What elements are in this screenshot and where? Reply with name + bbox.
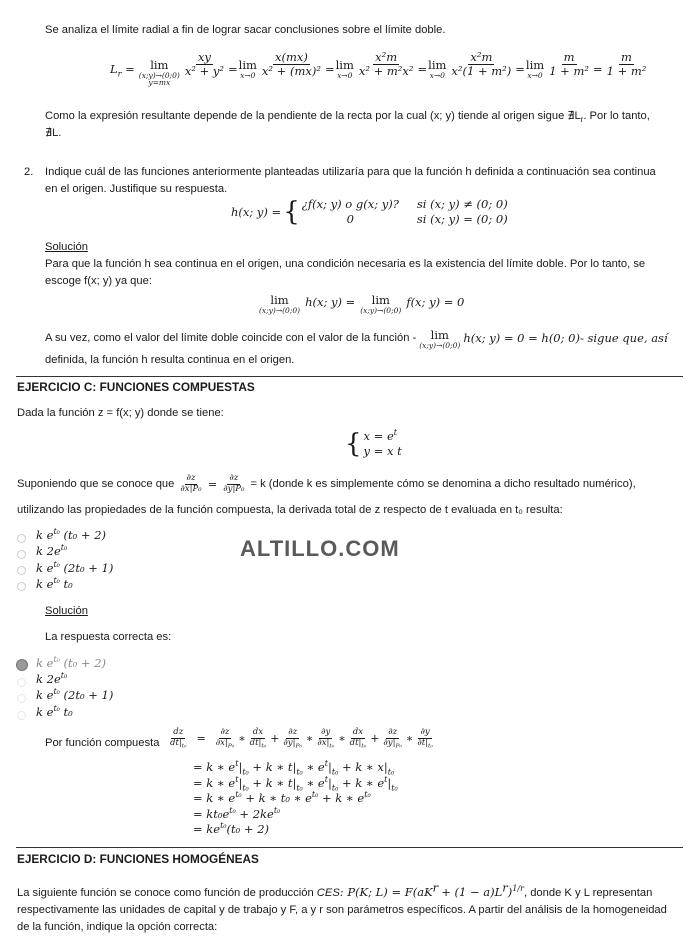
supposition-line: Suponiendo que se conoce que $\frac{\partial z}{\text{∂x|P₀}}$ = $\frac{\partial z}{\text{∂y|P₀}}$ = k (donde k es simplemente cómo se denomina a dicho resultado numérico), <box>17 473 636 494</box>
limit-operator: lim x→0 <box>335 58 354 80</box>
derivation-step-1: = k ∗ $e^t|_{t_0} + k$ ∗ $t|_{t_0}$ ∗ $e^t|_{t_0} + k$ ∗ $x|_{t_0}$ <box>193 759 395 777</box>
option-radio[interactable] <box>17 678 26 687</box>
composite-label: Por función compuesta <box>45 737 160 749</box>
limit-operator: lim x→0 <box>525 58 545 80</box>
answer-option-4[interactable]: k $e^{t_0}$ t₀ <box>36 704 73 719</box>
answer-option-1[interactable]: k $e^{t_0}$ (t₀ + 2) <box>36 655 107 670</box>
option-3[interactable]: k $e^{t_0}$ (2t₀ + 1) <box>36 560 114 575</box>
answer-option-3[interactable]: k $e^{t_0}$ (2t₀ + 1) <box>36 687 114 702</box>
option-radio[interactable] <box>17 582 26 591</box>
solution-paragraph: Para que la función h sea continua en el origen, una condición necesaria es la existencia del límite doble. Por lo tanto, se escoge f(x; y) ya que: <box>45 258 646 287</box>
derivation-step-2: = k ∗ $e^t|_{t_0} + k$ ∗ $t|_{t_0}$ ∗ $e^t|_{t_0} + k$ ∗ $e^t|_{t_0}$ <box>193 774 398 792</box>
radial-limit-equation: $L_r$ = lim (x;y)→(0;0) y=mx $\frac{xy}{\text{x² + y²}}$ = lim x→0 $\frac{x(mx)}{\text{x² + (mx)²}}$ = lim x→0 $\frac{\text{x²m}}{\text{x² + m²x²}}$ = lim x→0 $\frac{\text{x²m}}{\text{x²(1 + m²)}}$ = lim x→0 $\frac{m}{\text{1 + m²}}$ = $\frac{m}{\text{1 + m²}}$ <box>110 50 647 87</box>
fraction-3: $\frac{\text{x²m}}{\text{x² + m²x²}}$ <box>358 50 414 79</box>
parametric-system: { $x = e^t$ y = x t <box>345 428 402 459</box>
divider <box>16 847 683 848</box>
question-2-text: Indique cuál de las funciones anteriormente planteadas utilizaría para que la función h definida a continuación sea continua en el origen. Justifique su respuesta. <box>45 166 656 195</box>
intro-text: Se analiza el límite radial a fin de lograr sacar conclusiones sobre el límite doble. <box>45 24 446 36</box>
divider <box>16 376 683 377</box>
derivation-step-4: = $kt_0e^{t_0} + 2ke^{t_0}$ <box>193 805 281 821</box>
option-1[interactable]: k $e^{t_0}$ (t₀ + 2) <box>36 527 107 542</box>
composite-derivative-formula: $\frac{dz}{dt|_{t_0}}$ = $\frac{\partial z}{\partial x|_{P_0}}$ ∗ $\frac{dx}{dt|_{t_0}}$ + $\frac{\partial z}{\partial y|_{P_0}}$ ∗ $\frac{\partial y}{\partial x|_{t_0}}$ ∗ $\frac{dx}{dt|_{t_0}}$ + $\frac{\partial z}{\partial y|_{P_0}}$ ∗ $\frac{\partial y}{\partial t|_{t_0}}$ <box>170 727 433 750</box>
answer-intro: La respuesta correcta es: <box>45 631 172 643</box>
solution-label: Solución <box>45 605 88 617</box>
limit-operator: lim (x;y)→(0;0) y=mx <box>138 58 180 87</box>
derivation-step-5: = $ke^{t_0}(t_0 + 2)$ <box>193 821 270 836</box>
solution-final-line: definida, la función h resulta continua en el origen. <box>45 354 295 366</box>
limit-operator: lim x→0 <box>238 58 257 80</box>
option-4[interactable]: k $e^{t_0}$ t₀ <box>36 576 73 591</box>
using-line: utilizando las propiedades de la función compuesta, la derivada total de z respecto de t evaluada en t₀ resulta: <box>17 504 563 516</box>
derivation-steps <box>193 760 398 838</box>
option-radio[interactable] <box>17 694 26 703</box>
fraction-2: $\frac{x(mx)}{\text{x² + (mx)²}}$ <box>261 50 321 79</box>
option-radio[interactable] <box>17 550 26 559</box>
solution-label: Solución <box>45 241 88 253</box>
answer-option-2[interactable]: k $2e^{t_0}$ <box>36 671 68 686</box>
fraction-6: $\frac{m}{\text{1 + m²}}$ <box>606 50 647 79</box>
solution-continuation: A su vez, como el valor del límite doble coincide con el valor de la función - lim (x;y)→(0;0) h(x; y) = 0 = h(0; 0)- sigue que, así <box>45 328 668 350</box>
option-2[interactable]: k $2e^{t_0}$ <box>36 543 68 558</box>
fraction-4: $\frac{\text{x²m}}{\text{x²(1 + m²)}}$ <box>451 50 512 79</box>
section-c-intro: Dada la función z = f(x; y) donde se tiene: <box>17 407 224 419</box>
fraction-1: $\frac{xy}{\text{x² + y²}}$ <box>184 50 225 79</box>
watermark: ALTILLO.COM <box>240 536 400 561</box>
section-d-paragraph: La siguiente función se conoce como función de producción CES: P(K; $L) = F(aK^r + (1 - a)L^r)^{1/r}$, donde K y L representan respectivamente las unidades de capital y de trabajo y F, a y r son parámetros específicos. A partir del análisis de la homogeneidad de la función, indique la opción correcta: <box>17 880 667 933</box>
conclusion-paragraph: Como la expresión resultante depende de la pendiente de la recta por la cual (x; y) tiende al origen sigue $∄L_r$. Por lo tanto, ∄L. <box>45 110 650 139</box>
section-d-heading: EJERCICIO D: FUNCIONES HOMOGÉNEAS <box>17 852 259 866</box>
limit-operator: lim x→0 <box>428 58 447 80</box>
selected-radio[interactable] <box>16 659 28 671</box>
fraction-5: $\frac{m}{\text{1 + m²}}$ <box>549 50 589 79</box>
option-radio[interactable] <box>17 711 26 720</box>
question-number: 2. <box>24 166 34 178</box>
option-radio[interactable] <box>17 534 26 543</box>
section-c-heading: EJERCICIO C: FUNCIONES COMPUESTAS <box>17 380 255 394</box>
h-piecewise-definition: h(x; y) = { ¿f(x; y) o g(x; y)? si (x; y) ≠ (0; 0) 0 si (x; y) = (0; 0) <box>231 196 508 227</box>
option-radio[interactable] <box>17 566 26 575</box>
lr-symbol: $L_r$ = <box>110 62 135 79</box>
double-limit-equation: lim (x;y)→(0;0) h(x; y) = lim (x;y)→(0;0) f(x; y) = 0 <box>259 293 465 315</box>
derivation-step-3: = k ∗ $e^{t_0} + k$ ∗ t₀ ∗ $e^{t_0} + k$ ∗ $e^{t_0}$ <box>193 790 371 805</box>
